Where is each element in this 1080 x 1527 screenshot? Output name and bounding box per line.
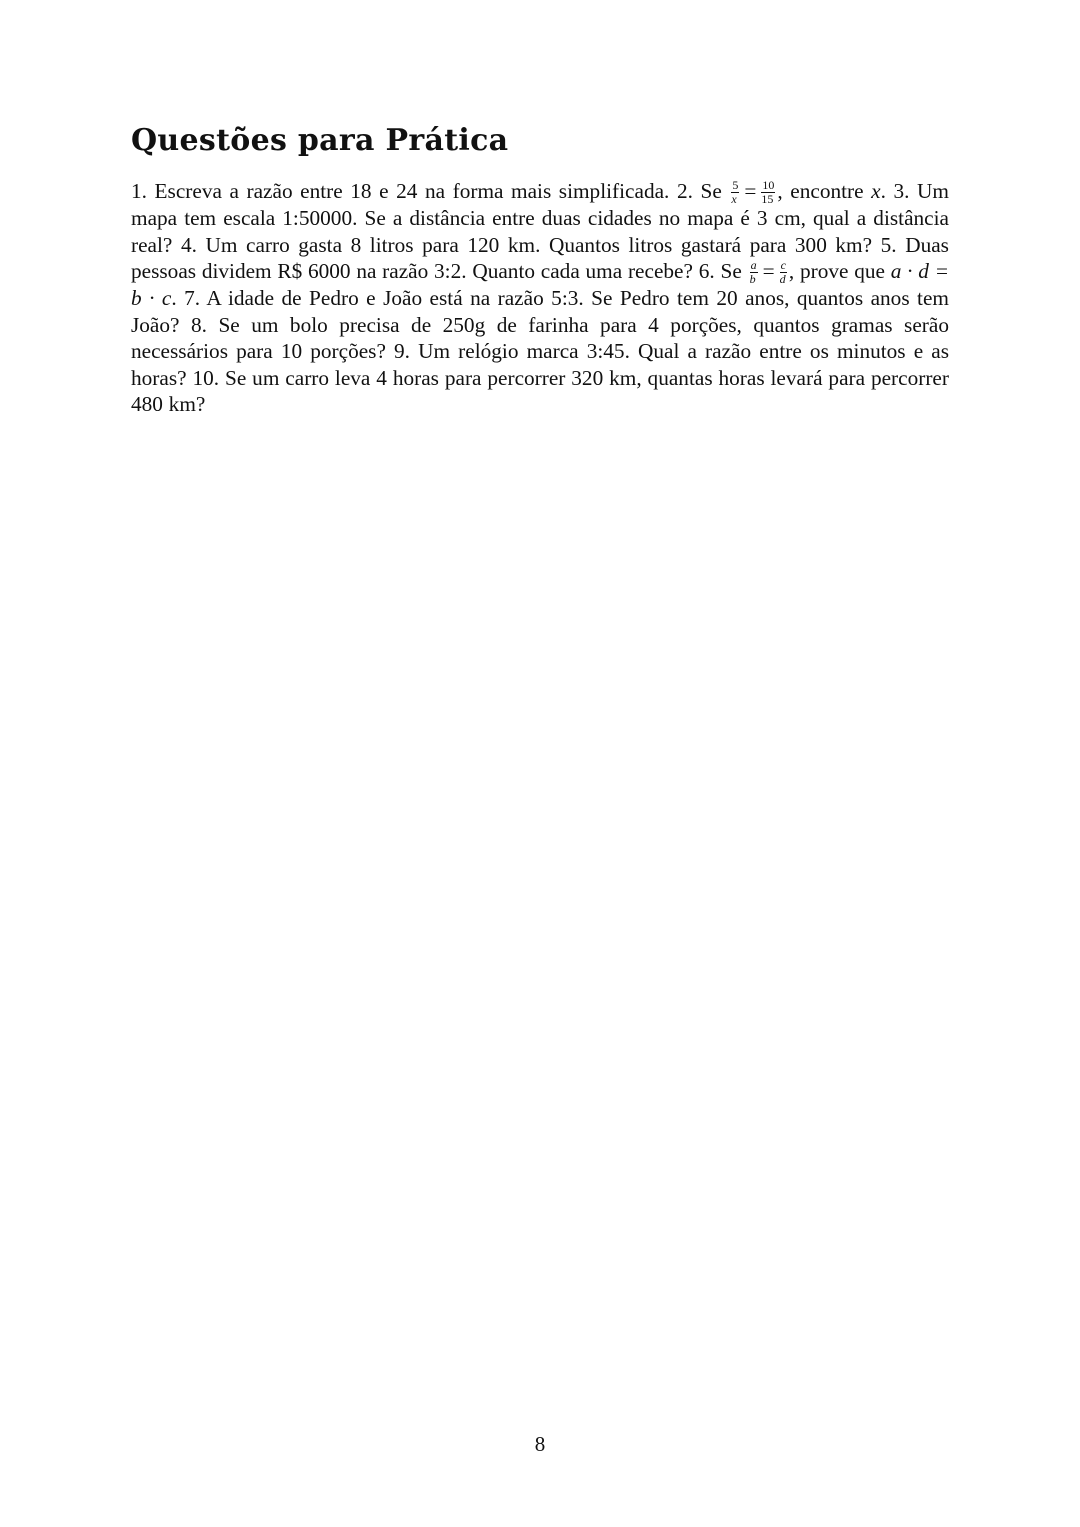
fraction-numerator: c (780, 258, 786, 272)
question-text: Se um carro leva 4 horas para percorrer 320 km, quantas horas levará para percorrer 480 km? (131, 365, 949, 416)
fraction-a-over-b (750, 260, 758, 285)
question-number: 2. (676, 179, 693, 203)
question-number: 3. (893, 179, 910, 203)
question-text: A idade de Pedro e João está na razão 5:3. Se Pedro tem 20 anos, quantos anos tem João? (131, 286, 949, 337)
question-number: 6. (698, 259, 715, 283)
question-text: , prove que (788, 259, 885, 283)
question-text: , encontre (777, 179, 864, 203)
question-4 (181, 233, 872, 257)
question-text: Duas pessoas dividem R$ 6000 na razão 3:2. Quanto cada uma recebe? (131, 232, 949, 283)
fraction-numerator: 5 (732, 178, 739, 192)
page-number: 8 (534, 1432, 546, 1456)
fraction-numerator: a (750, 258, 757, 272)
punctuation: . (880, 179, 886, 203)
punctuation: . (171, 286, 177, 310)
fraction-5-over-x (731, 180, 739, 205)
question-text: Um mapa tem escala 1:50000. Se a distância entre duas cidades no mapa é 3 cm, qual a distância real? (131, 179, 949, 257)
question-text: Se (720, 259, 742, 283)
equals-sign: = (762, 259, 775, 283)
fraction-numerator: 10 (762, 178, 775, 192)
math-expression: a · d = b · c (131, 259, 950, 310)
fraction-denominator: d (779, 272, 786, 286)
section-title: Questões para Prática (131, 123, 509, 158)
question-number: 5. (880, 232, 897, 257)
question-text: Um carro gasta 8 litros para 120 km. Quantos litros gastará para 300 km? (205, 232, 873, 257)
question-text: Um relógio marca 3:45. Qual a razão entre os minutos e as horas? (131, 339, 949, 390)
fraction-c-over-d (780, 260, 787, 285)
question-1 (131, 179, 669, 203)
question-text: Se (700, 179, 722, 203)
fraction-10-over-15 (761, 180, 775, 205)
question-number: 9. (394, 339, 411, 363)
practice-questions-paragraph (131, 178, 949, 418)
question-number: 10. (192, 365, 220, 390)
question-number: 4. (180, 232, 197, 257)
question-number: 8. (190, 312, 207, 337)
question-number: 7. (184, 286, 201, 310)
question-10 (131, 366, 949, 417)
question-text: Escreva a razão entre 18 e 24 na forma mais simplificada. (154, 179, 670, 203)
question-2 (676, 178, 886, 206)
fraction-denominator: b (749, 272, 756, 286)
question-number: 1. (131, 179, 147, 203)
math-variable: x (871, 179, 881, 203)
question-text: Se um bolo precisa de 250g de farinha para 4 porções, quantos gramas serão necessários para 10 porções? (131, 312, 949, 363)
fraction-denominator: 15 (761, 192, 774, 206)
fraction-denominator: x (731, 192, 737, 206)
equals-sign: = (744, 179, 757, 203)
